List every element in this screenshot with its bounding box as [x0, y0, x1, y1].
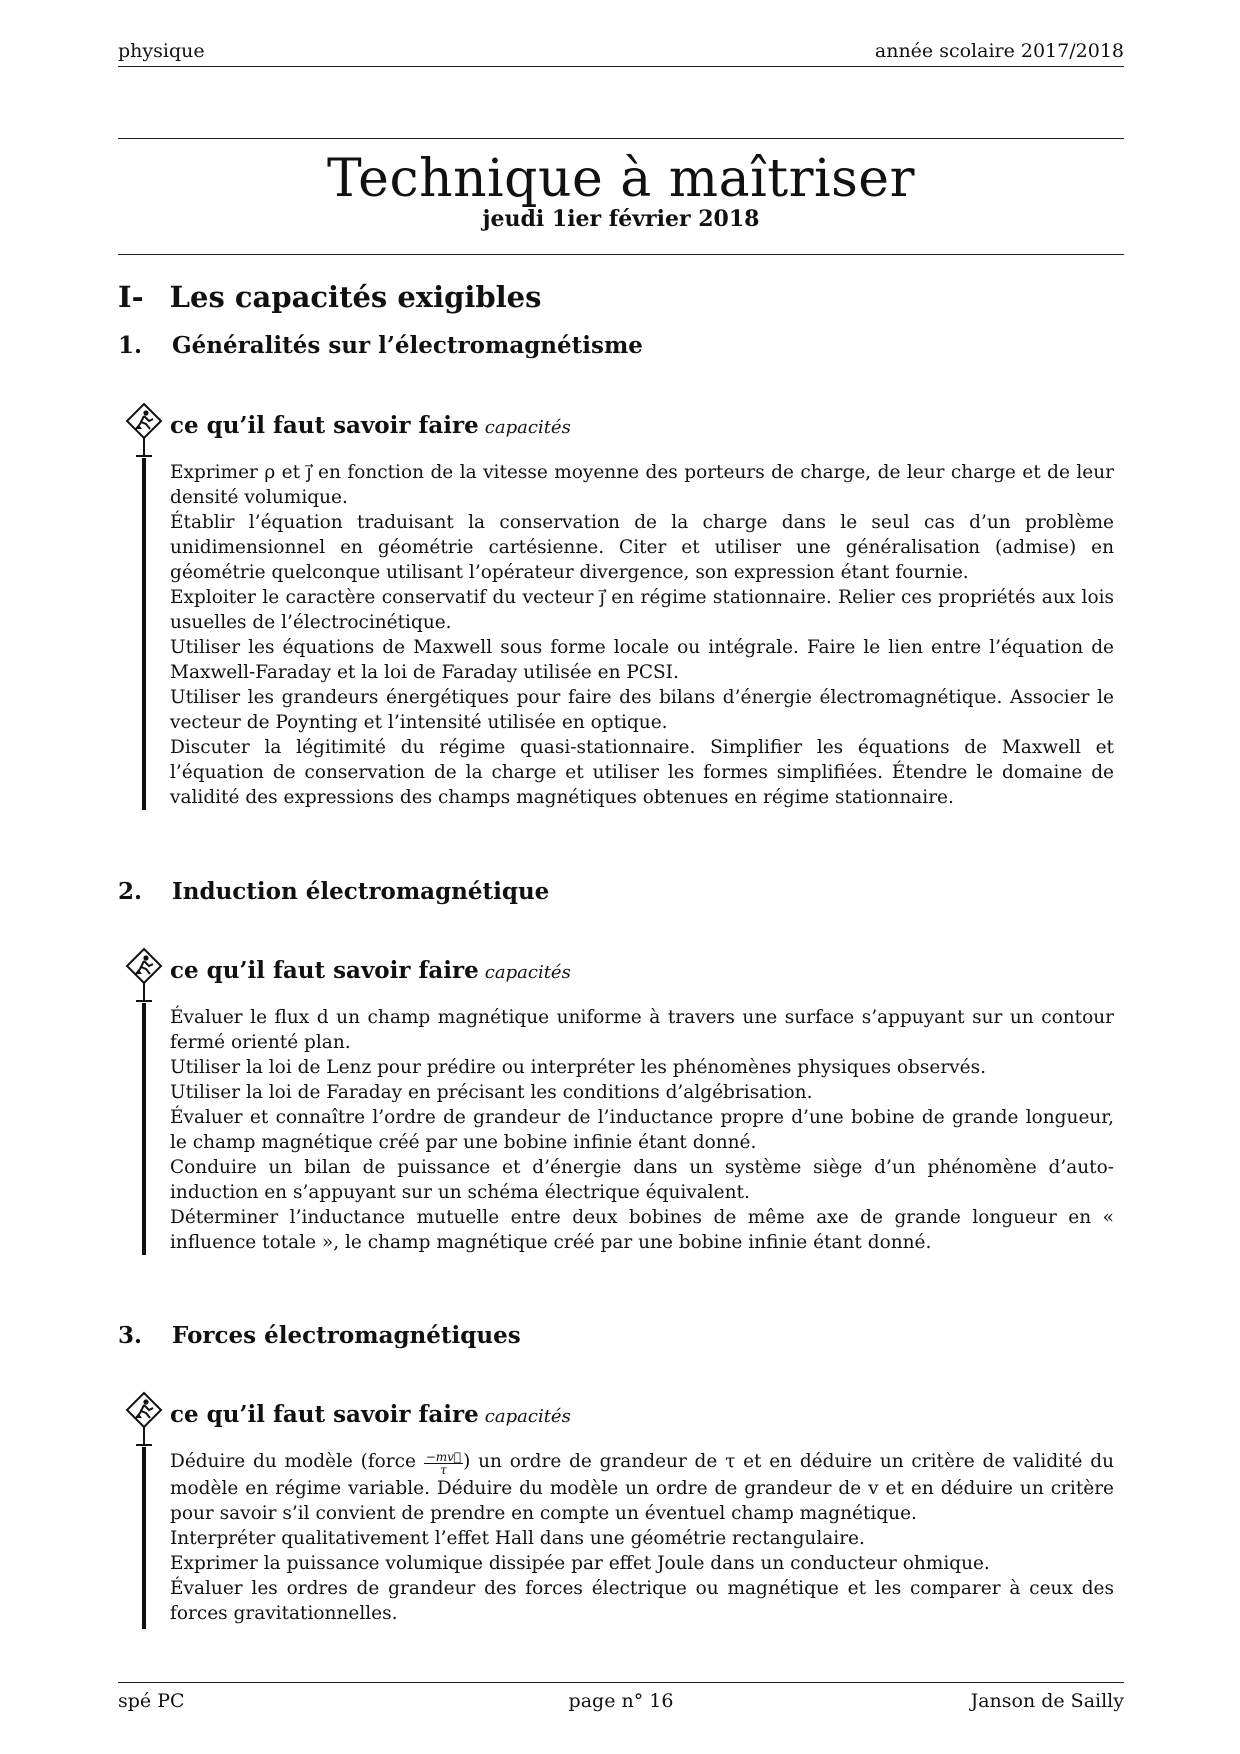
- subsection-heading: [118, 1322, 521, 1349]
- section-heading: [118, 280, 541, 314]
- header-subject: physique: [118, 40, 205, 62]
- page-title: Technique à maîtriser: [327, 149, 915, 209]
- skills-box-tag: capacités: [484, 961, 571, 983]
- page-footer: [118, 1690, 1124, 1712]
- footer-rule: [118, 1682, 1124, 1683]
- skills-box-bar: [142, 1003, 146, 1255]
- skill-item: Utiliser les équations de Maxwell sous forme locale ou intégrale. Faire le lien entre l’équation de Maxwell-Faraday et la loi de Faraday utilisée en PCSI.: [170, 637, 1114, 683]
- footer-class: spé PC: [118, 1690, 185, 1712]
- skill-item: Interpréter qualitativement l’effet Hall dans une géométrie rectangulaire.: [170, 1528, 865, 1549]
- skills-box-tag: capacités: [484, 416, 571, 438]
- section-number: I-: [118, 280, 144, 314]
- skills-box-label: ce qu’il faut savoir faire capacités: [170, 956, 571, 984]
- skills-list: [170, 1005, 1114, 1255]
- header-year: année scolaire 2017/2018: [874, 40, 1124, 62]
- title-block: [118, 148, 1124, 232]
- page-date: jeudi 1ier février 2018: [482, 206, 760, 232]
- subsection-title: Forces électromagnétiques: [172, 1322, 521, 1349]
- subsection-number: 2.: [118, 878, 143, 905]
- skill-item: Déterminer l’inductance mutuelle entre deux bobines de même axe de grande longueur en « influence totale », le champ magnétique créé par une bobine infinie étant donné.: [170, 1207, 1114, 1253]
- subsection-heading: [118, 332, 643, 359]
- skills-box-tag: capacités: [484, 1405, 571, 1427]
- subsection-title: Généralités sur l’électromagnétisme: [172, 332, 643, 359]
- skills-box-bar: [142, 458, 146, 810]
- subsection-number: 3.: [118, 1322, 143, 1349]
- title-rule-bottom: [118, 254, 1124, 255]
- roadwork-sign-icon: [124, 1391, 164, 1447]
- skill-item: Conduire un bilan de puissance et d’énergie dans un système siège d’un phénomène d’auto-induction en s’appuyant sur un schéma électrique équivalent.: [170, 1157, 1114, 1203]
- skill-item: Utiliser la loi de Lenz pour prédire ou interpréter les phénomènes physiques observés.: [170, 1057, 986, 1078]
- skills-box-label: ce qu’il faut savoir faire capacités: [170, 1400, 571, 1428]
- header-rule: [118, 66, 1124, 67]
- skills-box-header: [124, 402, 571, 458]
- skills-box-header: [124, 947, 571, 1003]
- force-fraction: $\frac{-mv⃗}{\tau}$: [425, 1450, 462, 1477]
- subsection-number: 1.: [118, 332, 143, 359]
- skill-item: Établir l’équation traduisant la conservation de la charge dans le seul cas d’un problème unidimensionnel en géométrie cartésienne. Citer et utiliser une généralisation (admise) en géométrie quelconque utilisant l’opérateur divergence, son expression étant fournie.: [170, 512, 1114, 583]
- skill-item: Utiliser les grandeurs énergétiques pour faire des bilans d’énergie électromagnétique. Associer le vecteur de Poynting et l’intensité utilisée en optique.: [170, 687, 1114, 733]
- skill-item: Exprimer ρ et j⃗ en fonction de la vitesse moyenne des porteurs de charge, de leur charge et de leur densité volumique.: [170, 462, 1114, 508]
- footer-page-number: page n° 16: [568, 1690, 674, 1712]
- footer-school: Janson de Sailly: [970, 1690, 1124, 1712]
- skills-box-label: ce qu’il faut savoir faire capacités: [170, 411, 571, 439]
- skills-box-bar: [142, 1447, 146, 1629]
- roadwork-sign-icon: [124, 947, 164, 1003]
- skills-box-header: [124, 1391, 571, 1447]
- skills-list: [170, 1449, 1114, 1626]
- title-rule-top: [118, 138, 1124, 139]
- roadwork-sign-icon: [124, 402, 164, 458]
- skills-list: [170, 460, 1114, 810]
- skill-item: Évaluer le flux d un champ magnétique uniforme à travers une surface s’appuyant sur un contour fermé orienté plan.: [170, 1007, 1114, 1053]
- skill-item: Utiliser la loi de Faraday en précisant les conditions d’algébrisation.: [170, 1082, 813, 1103]
- skill-item: Discuter la légitimité du régime quasi-stationnaire. Simplifier les équations de Maxwell et l’équation de conservation de la charge et utiliser les formes simplifiées. Étendre le domaine de validité des expressions des champs magnétiques obtenues en régime stationnaire.: [170, 737, 1114, 808]
- skill-item: Évaluer les ordres de grandeur des forces électrique ou magnétique et les comparer à ceux des forces gravitationnelles.: [170, 1578, 1114, 1624]
- skill-item: Déduire du modèle (force $\frac{-mv⃗}{\tau}$ ) un ordre de grandeur de τ et en déduire un critère de validité du modèle en régime variable. Déduire du modèle un ordre de grandeur de v et en déduire un critère pour savoir s’il convient de prendre en compte un éventuel champ magnétique.: [170, 1450, 1114, 1524]
- skill-item: Exprimer la puissance volumique dissipée par effet Joule dans un conducteur ohmique.: [170, 1553, 990, 1574]
- subsection-heading: [118, 878, 549, 905]
- skill-item: Évaluer et connaître l’ordre de grandeur de l’inductance propre d’une bobine de grande longueur, le champ magnétique créé par une bobine infinie étant donné.: [170, 1107, 1114, 1153]
- skill-item: Exploiter le caractère conservatif du vecteur j⃗ en régime stationnaire. Relier ces propriétés aux lois usuelles de l’électrocinétique.: [170, 587, 1114, 633]
- subsection-title: Induction électromagnétique: [172, 878, 550, 905]
- section-title: Les capacités exigibles: [169, 280, 542, 314]
- running-header: [118, 40, 1124, 62]
